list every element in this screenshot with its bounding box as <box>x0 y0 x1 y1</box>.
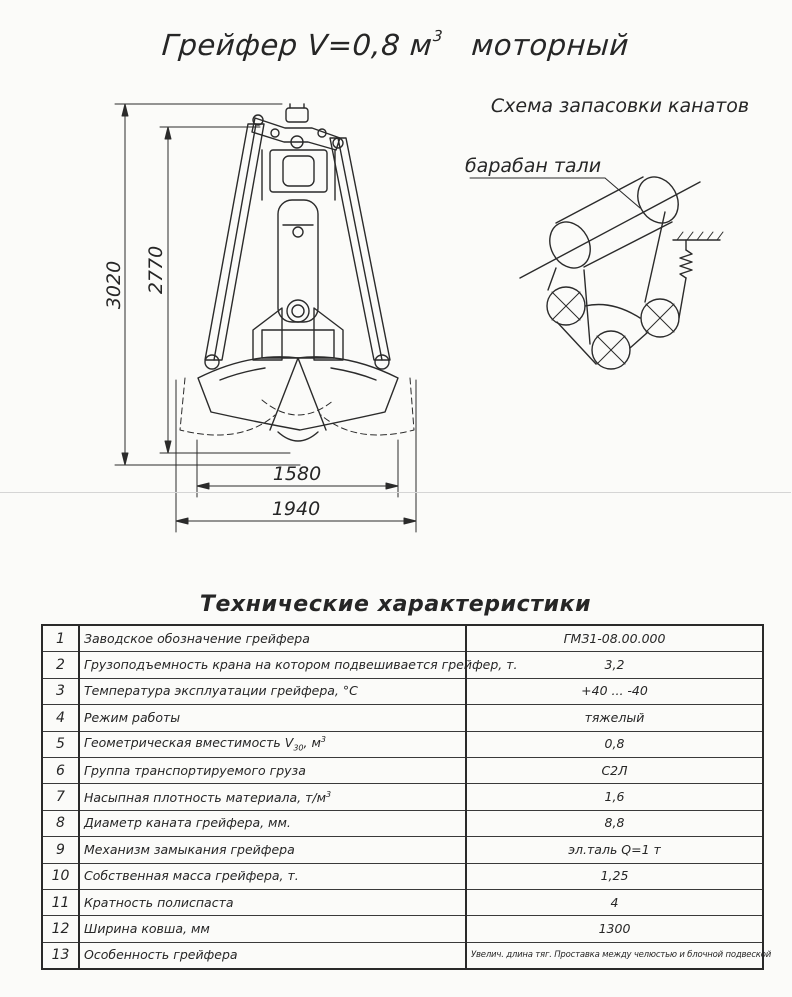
spec-row <box>42 652 763 678</box>
spec-row-name: Ширина ковша, мм <box>79 916 466 942</box>
spec-row-value: эл.таль Q=1 т <box>466 837 763 863</box>
spec-row-name: Температура эксплуатации грейфера, °С <box>79 678 466 704</box>
spec-row-name: Грузоподъемность крана на котором подвешивается грейфер, т. <box>79 652 466 678</box>
spec-row-name: Заводское обозначение грейфера <box>79 625 466 652</box>
dim-1940: 1940 <box>271 498 321 520</box>
spec-row-value: С2Л <box>466 757 763 783</box>
spec-row <box>42 837 763 863</box>
spec-row-name: Геометрическая вместимость $V_{30}$, $м^3$ <box>79 731 466 757</box>
spec-row-number: 5 <box>42 731 79 757</box>
spec-row <box>42 731 763 757</box>
spec-row-value: 0,8 <box>466 731 763 757</box>
title-main: Грейфер V=0,8 м <box>160 28 434 63</box>
spec-row-name: Кратность полиспаста <box>79 889 466 915</box>
spec-row-value: 8,8 <box>466 810 763 836</box>
spec-row <box>42 916 763 942</box>
spec-row <box>42 942 763 969</box>
dim-1580: 1580 <box>272 463 322 485</box>
spec-row <box>42 625 763 652</box>
spec-row-number: 4 <box>42 705 79 731</box>
spec-row-number: 1 <box>42 625 79 652</box>
specs-heading: Технические характеристики <box>199 592 592 618</box>
spec-row <box>42 810 763 836</box>
spec-row-name: Режим работы <box>79 705 466 731</box>
spec-row-value: 4 <box>466 889 763 915</box>
spec-row-number: 2 <box>42 652 79 678</box>
spec-row-value: ГМЗ1-08.00.000 <box>466 625 763 652</box>
spec-row-number: 9 <box>42 837 79 863</box>
spec-row-number: 13 <box>42 942 79 969</box>
spec-row-number: 10 <box>42 863 79 889</box>
spec-row-name: Группа транспортируемого груза <box>79 757 466 783</box>
specs-table <box>41 624 772 970</box>
spec-row-value: тяжелый <box>466 705 763 731</box>
spec-row-name: Особенность грейфера <box>79 942 466 969</box>
spec-row-name: Механизм замыкания грейфера <box>79 837 466 863</box>
spec-row-number: 3 <box>42 678 79 704</box>
spec-row-value: 1300 <box>466 916 763 942</box>
spec-row <box>42 863 763 889</box>
spec-row-name: Насыпная плотность материала, $т/м^3$ <box>79 784 466 810</box>
reeving-scheme-title: Схема запасовки канатов <box>490 95 750 117</box>
reeving-scheme <box>470 170 723 369</box>
spec-row-number: 6 <box>42 757 79 783</box>
spec-row-value: 1,25 <box>466 863 763 889</box>
spec-row-value: +40 ... -40 <box>466 678 763 704</box>
grab-mechanism <box>180 104 414 441</box>
spec-row <box>42 784 763 810</box>
dimension-lines <box>115 104 416 532</box>
spec-row-name: Собственная масса грейфера, т. <box>79 863 466 889</box>
spec-row-value: Увелич. длина тяг. Проставка между челюстью и блочной подвеской <box>466 942 763 969</box>
title-suffix: моторный <box>470 28 631 63</box>
spec-row-number: 12 <box>42 916 79 942</box>
spec-row-value: 3,2 <box>466 652 763 678</box>
spec-row <box>42 889 763 915</box>
spec-row <box>42 757 763 783</box>
spec-row <box>42 678 763 704</box>
title-exponent: 3 <box>432 27 444 46</box>
spec-row-number: 11 <box>42 889 79 915</box>
spec-row <box>42 705 763 731</box>
spec-row-name: Диаметр каната грейфера, мм. <box>79 810 466 836</box>
dim-2770: 2770 <box>145 245 167 295</box>
spec-row-number: 7 <box>42 784 79 810</box>
spec-row-number: 8 <box>42 810 79 836</box>
spec-row-value: 1,6 <box>466 784 763 810</box>
dim-3020: 3020 <box>103 260 125 310</box>
scan-fold-line <box>0 492 791 493</box>
drum-label: барабан тали <box>464 155 602 177</box>
